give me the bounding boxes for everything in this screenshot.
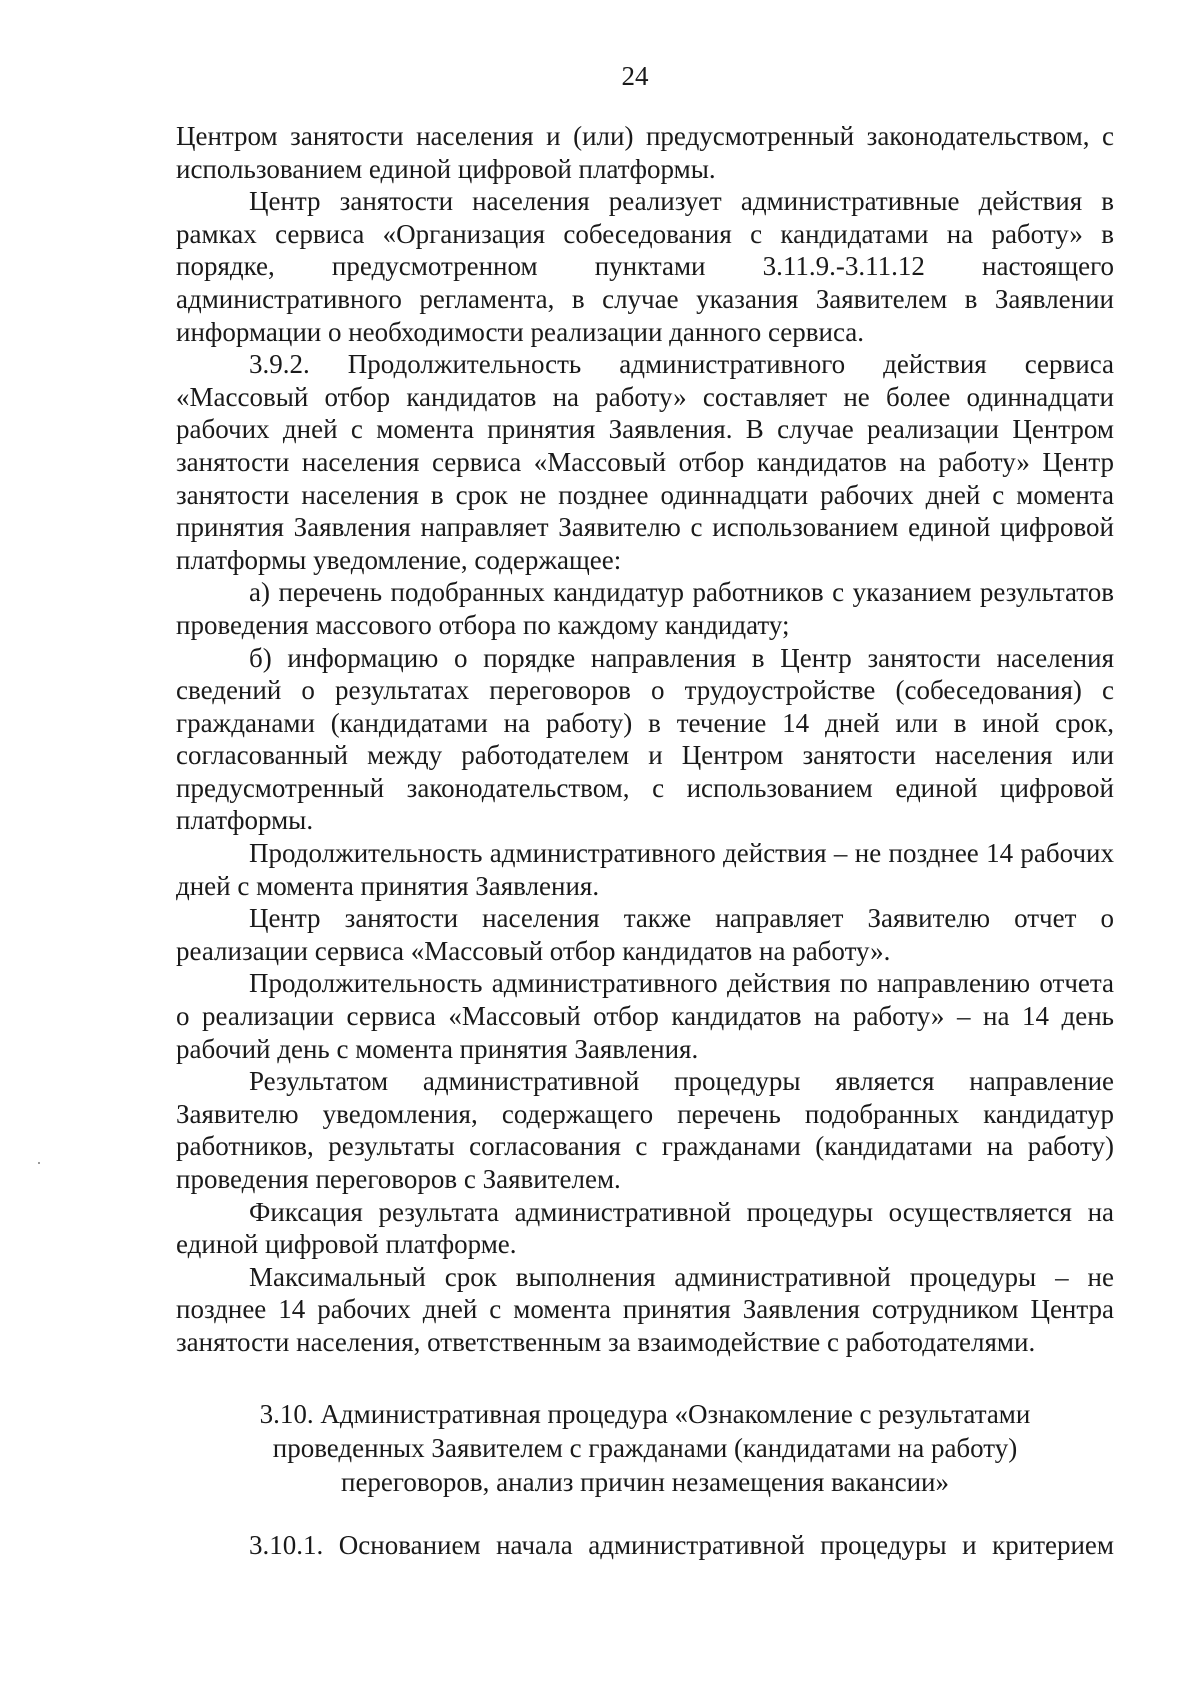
paragraph: Продолжительность административного действия – не позднее 14 рабочих дней с момента принятия Заявления.	[176, 838, 1114, 901]
list-item-b: б) информацию о порядке направления в Центр занятости населения сведений о результатах переговоров о трудоустройстве (собеседования) с гражданами (кандидатами на работу) в течение 14 дней или в иной срок, согласованный между работодателем и Центром занятости населения или предусмотренный законодательством, с использованием единой цифровой платформы.	[176, 642, 1114, 836]
document-body	[176, 120, 1114, 1359]
paragraph: Центр занятости населения также направляет Заявителю отчет о реализации сервиса «Массовый отбор кандидатов на работу».	[176, 903, 1114, 966]
list-item-a: а) перечень подобранных кандидатур работников с указанием результатов проведения массового отбора по каждому кандидату;	[176, 577, 1114, 640]
heading-line: переговоров, анализ причин незамещения вакансии»	[341, 1467, 949, 1497]
section-heading	[176, 1397, 1114, 1499]
page-number: 24	[621, 61, 649, 91]
paragraph: Фиксация результата административной процедуры осуществляется на единой цифровой платформе.	[176, 1196, 1114, 1260]
scan-artifact	[38, 1162, 40, 1164]
paragraph: 3.9.2. Продолжительность административного действия сервиса «Массовый отбор кандидатов на работу» составляет не более одиннадцати рабочих дней с момента принятия Заявления. В случае реализации Центром занятости населения сервиса «Массовый отбор кандидатов на работу» Центр занятости населения в срок не позднее одиннадцати рабочих дней с момента принятия Заявления направляет Заявителю с использованием единой цифровой платформы уведомление, содержащее:	[176, 349, 1114, 575]
heading-line: проведенных Заявителем с гражданами (кандидатами на работу)	[272, 1433, 1018, 1463]
heading-line: 3.10. Административная процедура «Ознакомление с результатами	[259, 1399, 1031, 1429]
paragraph: Центр занятости населения реализует административные действия в рамках сервиса «Организация собеседования с кандидатами на работу» в порядке, предусмотренном пунктами 3.11.9.-3.11.12 настоящего административного регламента, в случае указания Заявителем в Заявлении информации о необходимости реализации данного сервиса.	[176, 186, 1114, 347]
paragraph: Продолжительность административного действия по направлению отчета о реализации сервиса «Массовый отбор кандидатов на работу» – на 14 день рабочий день с момента принятия Заявления.	[176, 968, 1114, 1064]
tail-paragraph: 3.10.1. Основанием начала административной процедуры и критерием	[249, 1530, 1114, 1560]
paragraph: Центром занятости населения и (или) предусмотренный законодательством, с использованием единой цифровой платформы.	[176, 121, 1114, 184]
paragraph: Максимальный срок выполнения административной процедуры – не позднее 14 рабочих дней с момента принятия Заявления сотрудником Центра занятости населения, ответственным за взаимодействие с работодателями.	[176, 1261, 1114, 1357]
paragraph: Результатом административной процедуры является направление Заявителю уведомления, содержащего перечень подобранных кандидатур работников, результаты согласования с гражданами (кандидатами на работу) проведения переговоров с Заявителем.	[176, 1066, 1114, 1194]
